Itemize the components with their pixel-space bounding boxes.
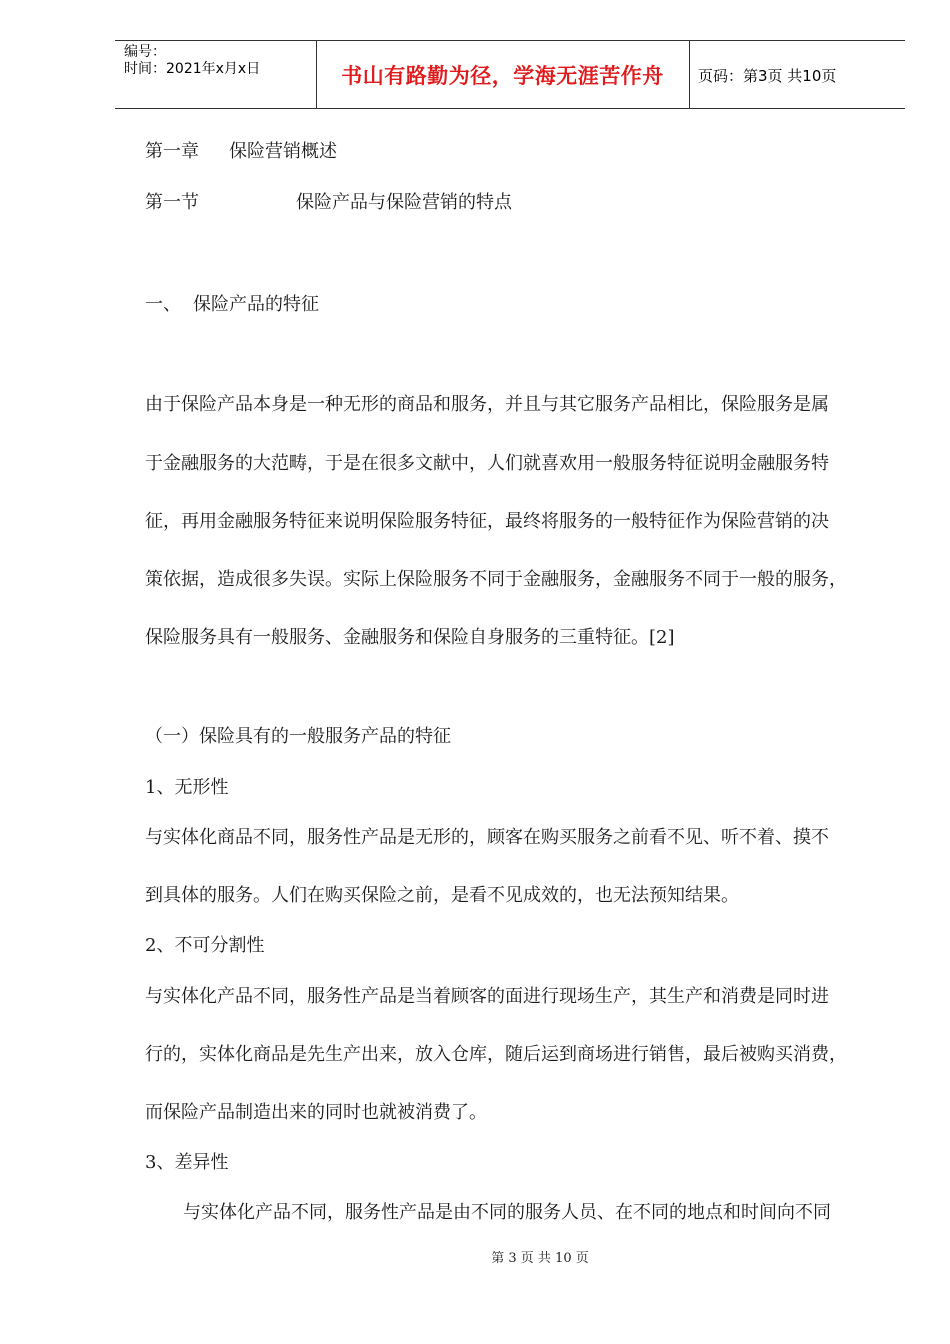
section-heading: [145, 188, 512, 214]
sub-heading: （一）保险具有的一般服务产品的特征: [145, 726, 451, 747]
heading-1-title: 保险产品的特征: [193, 294, 319, 315]
intro-line: 征，再用金融服务特征来说明保险服务特征，最终将服务的一般特征作为保险营销的决: [145, 511, 829, 532]
intro-line: 于金融服务的大范畴，于是在很多文献中，人们就喜欢用一般服务特征说明金融服务特: [145, 453, 829, 474]
item-title: 3、差异性: [145, 1152, 229, 1173]
document-header: [115, 40, 905, 109]
paragraph-line: 行的，实体化商品是先生产出来，放入仓库，随后运到商场进行销售，最后被购买消费，: [145, 1044, 847, 1065]
chapter-label: 第一章: [145, 141, 199, 162]
heading-1-label: 一、: [145, 294, 181, 315]
heading-1: [145, 290, 319, 316]
header-meta: [124, 44, 260, 78]
section-title: 保险产品与保险营销的特点: [296, 192, 512, 213]
item-title: 2、不可分割性: [145, 935, 265, 956]
section-label: 第一节: [145, 192, 199, 213]
number-label: 编号：: [124, 44, 166, 60]
time-label: 时间：2021年x月x日: [124, 61, 261, 77]
intro-line: 策依据，造成很多失误。实际上保险服务不同于金融服务，金融服务不同于一般的服务，: [145, 569, 847, 590]
header-page-label: 页码：第3页 共10页: [698, 67, 837, 85]
intro-line: 保险服务具有一般服务、金融服务和保险自身服务的三重特征。[2]: [145, 627, 675, 648]
item-title: 1、无形性: [145, 777, 229, 798]
header-divider: [689, 41, 690, 108]
header-motto: 书山有路勤为径，学海无涯苦作舟: [341, 63, 664, 88]
paragraph-line: 与实体化产品不同，服务性产品是由不同的服务人员、在不同的地点和时间向不同: [183, 1202, 831, 1223]
intro-line: 由于保险产品本身是一种无形的商品和服务，并且与其它服务产品相比，保险服务是属: [145, 394, 829, 415]
chapter-heading: [145, 137, 337, 163]
paragraph-line: 而保险产品制造出来的同时也就被消费了。: [145, 1102, 487, 1123]
paragraph-line: 与实体化产品不同，服务性产品是当着顾客的面进行现场生产，其生产和消费是同时进: [145, 986, 829, 1007]
paragraph-line: 到具体的服务。人们在购买保险之前，是看不见成效的，也无法预知结果。: [145, 885, 739, 906]
paragraph-line: 与实体化商品不同，服务性产品是无形的，顾客在购买服务之前看不见、听不着、摸不: [145, 827, 829, 848]
page-footer: 第 3 页 共 10 页: [491, 1251, 589, 1266]
chapter-title: 保险营销概述: [229, 141, 337, 162]
